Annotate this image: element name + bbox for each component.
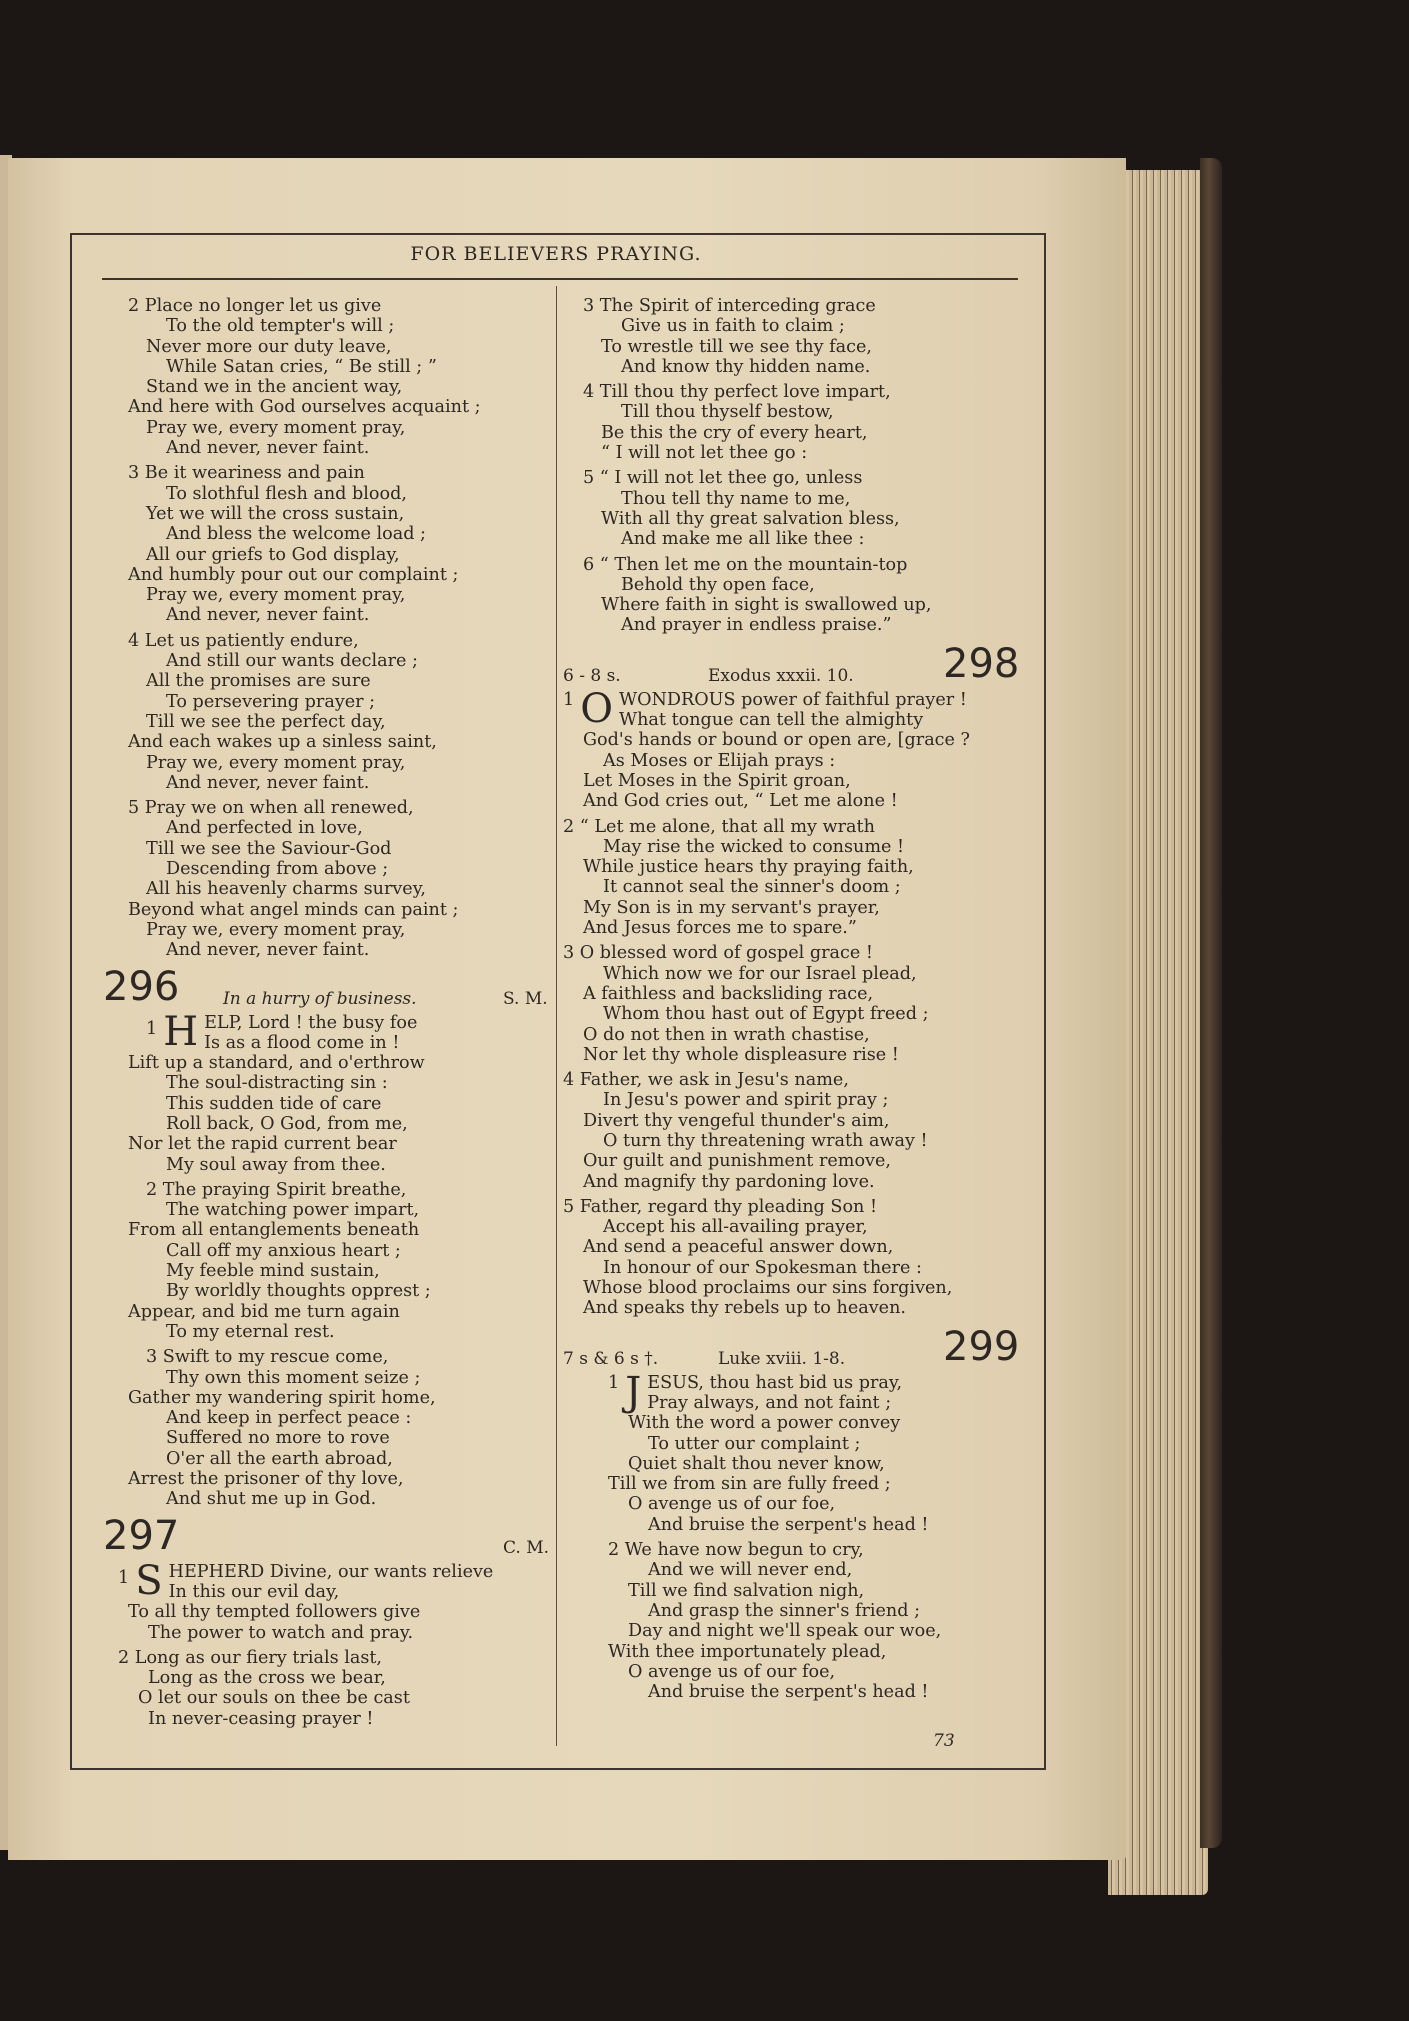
- verse-line: Nor let thy whole displeasure rise !: [583, 1044, 899, 1065]
- hymn-298-verse-1: [563, 685, 1033, 812]
- verse-line: And still our wants declare ;: [166, 651, 418, 672]
- stanza-3: [563, 296, 1033, 377]
- verse-line: The power to watch and pray.: [148, 1622, 414, 1643]
- verse-line: Pray we, every moment pray,: [146, 752, 406, 773]
- verse-line: And magnify thy pardoning love.: [583, 1171, 875, 1192]
- verse-line: And God cries out, “ Let me alone !: [583, 791, 898, 812]
- verse-line: To my eternal rest.: [166, 1321, 335, 1342]
- verse-line: Be this the cry of every heart,: [601, 422, 868, 443]
- verse-line: Long as the cross we bear,: [148, 1668, 386, 1689]
- verse-line: The soul-distracting sin :: [166, 1073, 388, 1094]
- verse-line: 5 Pray we on when all renewed,: [128, 798, 414, 819]
- hymn-meter: S. M.: [503, 988, 548, 1009]
- verse-line: O avenge us of our foe,: [628, 1494, 836, 1515]
- drop-cap: O: [580, 685, 613, 732]
- verse-line: And perfected in love,: [166, 818, 363, 839]
- scripture-reference: Exodus xxxii. 10.: [708, 665, 854, 686]
- verse-line: 4 Till thou thy perfect love impart,: [583, 382, 891, 403]
- running-header: FOR BELIEVERS PRAYING.: [410, 243, 702, 265]
- verse-line: In Jesu's power and spirit pray ;: [603, 1090, 889, 1111]
- hymn-298-heading: [563, 640, 1033, 687]
- verse-line: To slothful flesh and blood,: [166, 483, 407, 504]
- verse-line: Lift up a standard, and o'erthrow: [128, 1053, 425, 1074]
- verse-line: Our guilt and punishment remove,: [583, 1151, 891, 1172]
- verse-line: ESUS, thou hast bid us pray,: [647, 1372, 903, 1393]
- stanza-5: [128, 798, 558, 960]
- verse-line: And prayer in endless praise.”: [621, 615, 892, 636]
- verse-line: 2 We have now begun to cry,: [608, 1540, 864, 1561]
- verse-line: With all thy great salvation bless,: [601, 508, 900, 529]
- verse-line: With the word a power convey: [628, 1413, 901, 1434]
- hymn-297-heading: [103, 1512, 573, 1559]
- verse-line: And bruise the serpent's head !: [648, 1514, 929, 1535]
- verse-line: “ I will not let thee go :: [601, 443, 808, 464]
- verse-line: And here with God ourselves acquaint ;: [128, 397, 481, 418]
- verse-line: 4 Let us patiently endure,: [128, 630, 359, 651]
- verse-line: While Satan cries, “ Be still ; ”: [166, 356, 437, 377]
- verse-line: While justice hears thy praying faith,: [583, 857, 914, 878]
- verse-line: Thou tell thy name to me,: [621, 488, 851, 509]
- hymn-297-verse-2: [118, 1648, 558, 1729]
- book-cover-edge: [1200, 158, 1222, 1848]
- verse-line: And each wakes up a sinless saint,: [128, 732, 437, 753]
- hymn-299-heading: [563, 1323, 1033, 1370]
- verse-number: 1: [608, 1372, 620, 1393]
- verse-line: And we will never end,: [648, 1560, 853, 1581]
- hymn-299-verse-2: [563, 1540, 1033, 1702]
- hymn-number: 298: [943, 640, 1020, 687]
- verse-line: And shut me up in God.: [166, 1489, 377, 1510]
- verse-line: Beyond what angel minds can paint ;: [128, 899, 459, 920]
- verse-line: Pray we, every moment pray,: [146, 417, 406, 438]
- verse-line: Accept his all-availing prayer,: [603, 1217, 868, 1238]
- hymn-296-verse-2: [128, 1180, 558, 1342]
- scripture-reference: Luke xviii. 1-8.: [718, 1348, 846, 1369]
- verse-line: It cannot seal the sinner's doom ;: [603, 877, 901, 898]
- verse-line: Yet we will the cross sustain,: [146, 503, 405, 524]
- verse-line: Where faith in sight is swallowed up,: [601, 595, 932, 616]
- verse-number: 1: [146, 1018, 158, 1039]
- verse-line: All our griefs to God display,: [146, 544, 400, 565]
- verse-line: Suffered no more to rove: [166, 1428, 390, 1449]
- verse-line: God's hands or bound or open are, [grace ?: [583, 730, 970, 751]
- verse-line: And grasp the sinner's friend ;: [648, 1600, 921, 1621]
- verse-line: 6 “ Then let me on the mountain-top: [583, 554, 908, 575]
- verse-line: With thee importunately plead,: [608, 1641, 887, 1662]
- verse-line: And never, never faint.: [166, 438, 370, 459]
- left-column: [103, 296, 558, 1734]
- verse-line: 2 The praying Spirit breathe,: [146, 1179, 407, 1200]
- verse-line: Quiet shalt thou never know,: [628, 1453, 885, 1474]
- verse-line: O let our souls on thee be cast: [138, 1688, 410, 1709]
- verse-line: To persevering prayer ;: [166, 691, 376, 712]
- verse-line: Till we see the Saviour-God: [146, 838, 392, 859]
- verse-line: My soul away from thee.: [166, 1154, 386, 1175]
- verse-line: Arrest the prisoner of thy love,: [128, 1469, 404, 1490]
- verse-line: And Jesus forces me to spare.”: [583, 918, 857, 939]
- hymn-296-heading: [103, 963, 573, 1010]
- stanza-4: [563, 382, 1033, 463]
- hymn-298-verse-2: [563, 817, 1033, 939]
- verse-line: This sudden tide of care: [166, 1093, 382, 1114]
- hymnal-page: [8, 158, 1126, 1860]
- hymn-meter: C. M.: [503, 1537, 550, 1558]
- verse-line: And send a peaceful answer down,: [583, 1237, 894, 1258]
- verse-line: 2 “ Let me alone, that all my wrath: [563, 816, 875, 837]
- verse-number: 1: [118, 1567, 130, 1588]
- verse-line: 5 “ I will not let thee go, unless: [583, 468, 863, 489]
- verse-line: Thy own this moment seize ;: [166, 1367, 421, 1388]
- verse-line: To utter our complaint ;: [648, 1433, 861, 1454]
- verse-line: Till we see the perfect day,: [146, 711, 386, 732]
- verse-line: And humbly pour out our complaint ;: [128, 564, 459, 585]
- verse-line: My Son is in my servant's prayer,: [583, 897, 880, 918]
- stanza-4: [128, 631, 558, 793]
- drop-cap: S: [135, 1557, 163, 1604]
- verse-line: To the old tempter's will ;: [166, 316, 395, 337]
- verse-line: O avenge us of our foe,: [628, 1661, 836, 1682]
- hymn-title: In a hurry of business.: [223, 988, 417, 1009]
- stanza-3: [128, 463, 558, 625]
- verse-line: Till we find salvation nigh,: [628, 1580, 865, 1601]
- verse-line: Give us in faith to claim ;: [621, 316, 845, 337]
- stanza-5: [563, 468, 1033, 549]
- verse-line: Pray we, every moment pray,: [146, 919, 406, 940]
- verse-line: And know thy hidden name.: [621, 356, 871, 377]
- verse-line: All the promises are sure: [146, 671, 371, 692]
- verse-line: And never, never faint.: [166, 772, 370, 793]
- hymn-number: 296: [103, 963, 180, 1010]
- hymn-296-verse-1: [128, 1008, 558, 1175]
- verse-line: As Moses or Elijah prays :: [603, 750, 836, 771]
- verse-opening: [563, 685, 1033, 732]
- hymn-299-verse-1: [563, 1368, 1033, 1535]
- verse-line: HEPHERD Divine, our wants relieve: [168, 1561, 494, 1582]
- verse-line: To wrestle till we see thy face,: [601, 336, 873, 357]
- hymn-298-verse-3: [563, 943, 1033, 1065]
- verse-line: Pray always, and not faint ;: [647, 1392, 892, 1413]
- verse-line: ELP, Lord ! the busy foe: [204, 1012, 418, 1033]
- verse-line: And keep in perfect peace :: [166, 1408, 412, 1429]
- verse-line: Nor let the rapid current bear: [128, 1134, 397, 1155]
- verse-line: WONDROUS power of faithful prayer !: [619, 689, 967, 710]
- verse-line: 2 Long as our fiery trials last,: [118, 1647, 383, 1668]
- verse-line: May rise the wicked to consume !: [603, 836, 905, 857]
- verse-line: Behold thy open face,: [621, 574, 815, 595]
- verse-line: Let Moses in the Spirit groan,: [583, 770, 851, 791]
- verse-line: From all entanglements beneath: [128, 1220, 420, 1241]
- hymn-number: 299: [943, 1323, 1020, 1370]
- header-rule: [102, 278, 1018, 280]
- verse-line: Till we from sin are fully freed ;: [608, 1474, 891, 1495]
- verse-line: To all thy tempted followers give: [128, 1602, 421, 1623]
- drop-cap: H: [163, 1008, 199, 1055]
- verse-line: 3 O blessed word of gospel grace !: [563, 943, 873, 964]
- hymn-297-verse-1: [118, 1557, 558, 1643]
- verse-line: In never-ceasing prayer !: [148, 1708, 374, 1729]
- hymn-298-verse-5: [563, 1197, 1033, 1319]
- verse-line: In honour of our Spokesman there :: [603, 1257, 922, 1278]
- verse-line: Is as a flood come in !: [204, 1032, 400, 1053]
- verse-line: O turn thy threatening wrath away !: [603, 1130, 928, 1151]
- verse-line: What tongue can tell the almighty: [619, 710, 924, 731]
- verse-line: Till thou thyself bestow,: [621, 402, 834, 423]
- verse-line: Whose blood proclaims our sins forgiven,: [583, 1278, 953, 1299]
- hymn-296-verse-3: [128, 1347, 558, 1509]
- verse-line: Appear, and bid me turn again: [128, 1301, 400, 1322]
- verse-line: And never, never faint.: [166, 605, 370, 626]
- verse-line: 3 Be it weariness and pain: [128, 463, 365, 484]
- verse-line: 5 Father, regard thy pleading Son !: [563, 1196, 878, 1217]
- verse-line: 3 The Spirit of interceding grace: [583, 296, 876, 316]
- hymn-meter: 6 - 8 s.: [563, 665, 621, 686]
- hymn-meter: 7 s & 6 s †.: [563, 1348, 659, 1369]
- verse-line: My feeble mind sustain,: [166, 1261, 380, 1282]
- verse-line: Descending from above ;: [166, 859, 389, 880]
- hymn-298-verse-4: [563, 1070, 1033, 1192]
- verse-line: O do not then in wrath chastise,: [583, 1024, 870, 1045]
- frame-top-rule: [70, 233, 1046, 235]
- verse-line: O'er all the earth abroad,: [166, 1448, 393, 1469]
- verse-line: By worldly thoughts opprest ;: [166, 1281, 431, 1302]
- right-column: [563, 296, 1033, 1707]
- verse-line: Call off my anxious heart ;: [166, 1240, 401, 1261]
- verse-line: And make me all like thee :: [621, 529, 865, 550]
- verse-opening: [128, 1008, 558, 1055]
- verse-number: 1: [563, 689, 575, 710]
- verse-line: Never more our duty leave,: [146, 336, 392, 357]
- verse-line: A faithless and backsliding race,: [583, 983, 874, 1004]
- verse-line: In this our evil day,: [168, 1581, 340, 1602]
- verse-line: Day and night we'll speak our woe,: [628, 1621, 942, 1642]
- verse-line: All his heavenly charms survey,: [146, 879, 426, 900]
- hymn-number: 297: [103, 1512, 180, 1559]
- verse-line: Whom thou hast out of Egypt freed ;: [603, 1004, 929, 1025]
- verse-line: And speaks thy rebels up to heaven.: [583, 1298, 906, 1319]
- page-number: 73: [933, 1731, 955, 1751]
- drop-cap: J: [625, 1368, 642, 1415]
- stanza-6: [563, 555, 1033, 636]
- verse-line: And never, never faint.: [166, 940, 370, 961]
- verse-line: Divert thy vengeful thunder's aim,: [583, 1110, 890, 1131]
- verse-line: 2 Place no longer let us give: [128, 296, 382, 316]
- verse-opening: [118, 1557, 558, 1604]
- verse-opening: [608, 1368, 1033, 1415]
- verse-line: Pray we, every moment pray,: [146, 585, 406, 606]
- verse-line: Roll back, O God, from me,: [166, 1113, 408, 1134]
- verse-line: Which now we for our Israel plead,: [603, 963, 917, 984]
- frame-bottom-rule: [70, 1768, 1046, 1770]
- verse-line: Gather my wandering spirit home,: [128, 1387, 436, 1408]
- stanza-2: [128, 296, 558, 458]
- verse-line: Stand we in the ancient way,: [146, 377, 403, 398]
- verse-line: The watching power impart,: [166, 1200, 420, 1221]
- verse-line: 4 Father, we ask in Jesu's name,: [563, 1070, 849, 1091]
- verse-line: 3 Swift to my rescue come,: [146, 1347, 389, 1368]
- verse-line: And bruise the serpent's head !: [648, 1682, 929, 1703]
- verse-line: And bless the welcome load ;: [166, 524, 426, 545]
